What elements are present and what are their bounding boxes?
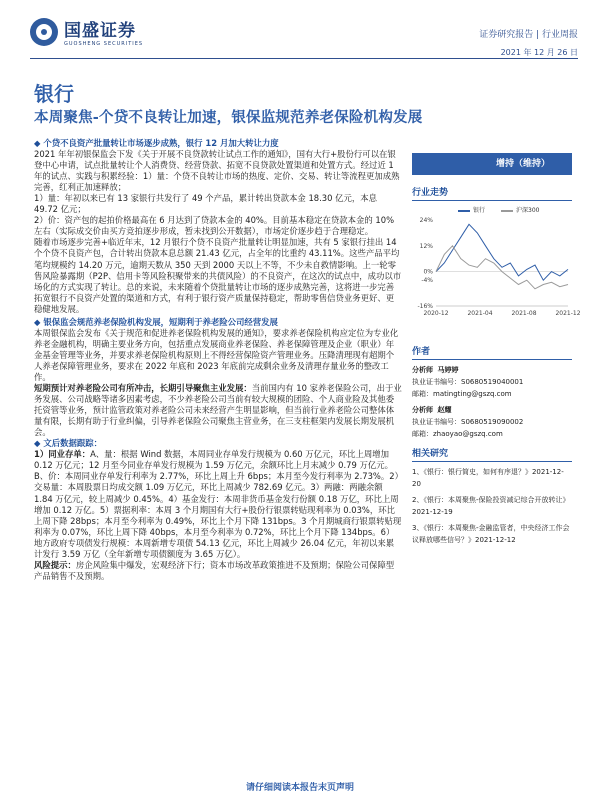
y-tick-label: 0% <box>423 268 433 276</box>
x-tick-label: 2020-12 <box>423 310 449 317</box>
legend-item-hs300: 沪深300 <box>501 205 539 214</box>
author-title: 作者 <box>412 344 572 360</box>
brand-name-en: GUOSHENG SECURITIES <box>64 41 144 47</box>
legend-item-bank: 银行 <box>458 205 485 214</box>
report-date: 2021 年 12 月 26 日 <box>500 48 578 57</box>
x-tick-label: 2021-04 <box>467 310 493 317</box>
footer-disclaimer: 请仔细阅读本报告末页声明 <box>245 783 354 793</box>
rating-badge: 增持（维持） <box>412 153 572 175</box>
company-logo <box>30 16 143 47</box>
brand-name: 国盛证券 <box>64 21 136 41</box>
y-tick-label: 12% <box>419 242 433 250</box>
heading-2: ◆ 银保监会规范养老保险机构发展，短期利于养老险公司经营发展 <box>34 316 278 327</box>
paragraph-7: 1）同业存单：A、量：根据 Wind 数据，本周同业存单发行规模为 0.60 万亿元，环比上周增加 0.12 万亿元；12 月至今同业存单发行规模为 1.59 万亿元，余额环比上月末减少 0.79 万亿元。B、价：本周同业存单发行利率为 2.77%，环比上周上升 6bps；本月至今发行利率为 2.73%。2）交易量：本周股票日均成交额 1.09 万亿元，环比上周减少 782.69 亿元。3）两融：两融余额 1.84 万亿元，较上周减少 0.45%。4）基金发行：本周非货币基金发行份额 0.18 万亿，环比上周增加 0.12 万亿。5）票据利率：本周 3 个月期国有大行+股份行银票转贴现利率为 0.03%，环比上周下降 28bps；本月至今利率为 0.49%，环比上个月下降 131bps。3 个月期城商行银票转贴现利率为 0.07%，环比上周下降 40bps，本月至今利率为 0.72%，环比上个月下降 134bps。6）地方政府专项债发行规模：本周新增专项债 54.13 亿元，环比上周减少 26.04 亿元，年初以来累计发行 3.59 万亿（全年新增专项债额度为 3.65 万亿）。 <box>34 449 402 559</box>
x-tick-label: 2021-12 <box>555 310 581 317</box>
analyst-1: 分析师 马婷婷 执业证书编号：S0680519040001 邮箱：matingting@gszq.com <box>412 366 524 398</box>
paragraph-5: 本周银保监会发布《关于规范和促进养老保险机构发展的通知》，要求养老保险机构应定位为专业化养老金融机构，明确主要业务方向，包括重点发展商业养老保险、养老保障管理及企业（职业）年金基金管理等业务，并要求养老保险机构原则上不得经营保险资产管理业务。压降清理现有超期个人养老保障管理业务，要求在 2022 年底和 2023 年底前完成剩余业务及清理存量业务的整改工作。 <box>34 327 399 382</box>
related-title: 相关研究 <box>412 446 572 462</box>
related-item-3[interactable]: 3、《银行：本周聚焦-金融监管者，中央经济工作会议释放哪些信号？》2021-12-12 <box>412 524 570 544</box>
trend-chart <box>412 214 581 326</box>
logo-icon <box>30 18 58 46</box>
paragraph-3: 2）价：资产包的起拍价格最高在 6 月达到了贷款本金的 40%。目前基本稳定在贷款本金的 10%左右（实际成交价由买方竞拍逐步形成，暂未找到公开数据），市场定价逐步趋于合理稳定。 <box>34 215 395 237</box>
related-item-2[interactable]: 2、《银行：本周聚焦-保险投资减记综合开放转让》2021-12-19 <box>412 496 570 516</box>
paragraph-6: 短期预计对养老险公司有所冲击，长期引导聚焦主业发展：当前国内有 10 家养老保险公司，出于业务发展、公司战略等诸多因素考虑，不少养老险公司当前有较大规模的团险、个人商业险及其他委托资管等业务，预计监管政策对养老险公司未来经营产生明显影响，但当前行业养老险公司整体体量有限，长期有助于行业纠偏，引导养老保险公司聚焦主营业务，在三支柱框架内发展长期发展机会。 <box>34 383 402 438</box>
heading-1: ◆ 个贷不良资产批量转让市场逐步成熟，银行 12 月加大转让力度 <box>34 138 279 148</box>
report-title: 本周聚焦-个贷不良转让加速，银保监规范养老保险机构发展 <box>34 110 423 126</box>
main-body <box>34 138 402 582</box>
heading-3: ◆ 文后数据跟踪： <box>34 438 102 449</box>
report-type: 证券研究报告 | 行业周报 <box>479 30 578 40</box>
trend-chart-svg <box>412 214 581 326</box>
paragraph-1: 2021 年年初银保监会下发《关于开展不良贷款转让试点工作的通知》，国有大行+股份行可以在银登中心申请，试点批量转让个人消费贷、经营贷款、拓宽不良贷款处置渠道和处置方式。经过近 1 年的试点、实践与积累经验：1）量：个贷不良转让市场的热度、定价、交易、转让等流程更加成熟完善，红利正加速释放； <box>34 149 400 193</box>
trend-title: 行业走势 <box>412 185 572 201</box>
related-item-1[interactable]: 1、《银行：银行简史，如何有序退？》2021-12-20 <box>412 468 564 488</box>
y-tick-label: 24% <box>419 217 433 224</box>
paragraph-2: 1）量：年初以来已有 13 家银行共发行了 49 个产品，累计转出贷款本金 18.30 亿元，本息 49.72 亿元； <box>34 193 377 215</box>
section-title: 银行 <box>34 82 74 106</box>
analyst-2: 分析师 赵耀 执业证书编号：S0680519090002 邮箱：zhaoyao@gszq.com <box>412 406 524 438</box>
y-tick-label: -4% <box>421 277 433 285</box>
x-tick-label: 2021-08 <box>511 310 537 317</box>
risk-note: 风险提示：房企风险集中爆发，宏观经济下行；资本市场改革政策推进不及预期；保险公司保障型产品销售不及预期。 <box>34 559 395 581</box>
paragraph-4: 随着市场逐步完善+临近年末，12 月银行个贷不良资产批量转让明显加速，共有 5 家银行挂出 14 个个贷不良资产包，合计转出贷款本息总额 21.43 亿元，占全年的比重约 43.11%。这些产品平均笔均规模约 14.20 万元，逾期天数从 350 天到 2000 天以上不等，不少未自救情影响。上一轮零售风险暴露期（P2P、信用卡等风险积聚带来的共债风险）的不良资产，在这次的试点中，成功以市场化的方式实现了转让。总的来说，未来随着个贷批量转让市场的逐步成熟完善，这将进一步完善拓宽银行不良资产处置的渠道和方式，有利于银行资产质量保持稳定，帮助零售信贷业务更好、更稳健地发展。 <box>34 237 402 314</box>
sidebar <box>412 153 581 546</box>
y-tick-label: -16% <box>417 303 433 310</box>
chart-legend <box>458 205 572 214</box>
header-divider <box>30 58 578 59</box>
